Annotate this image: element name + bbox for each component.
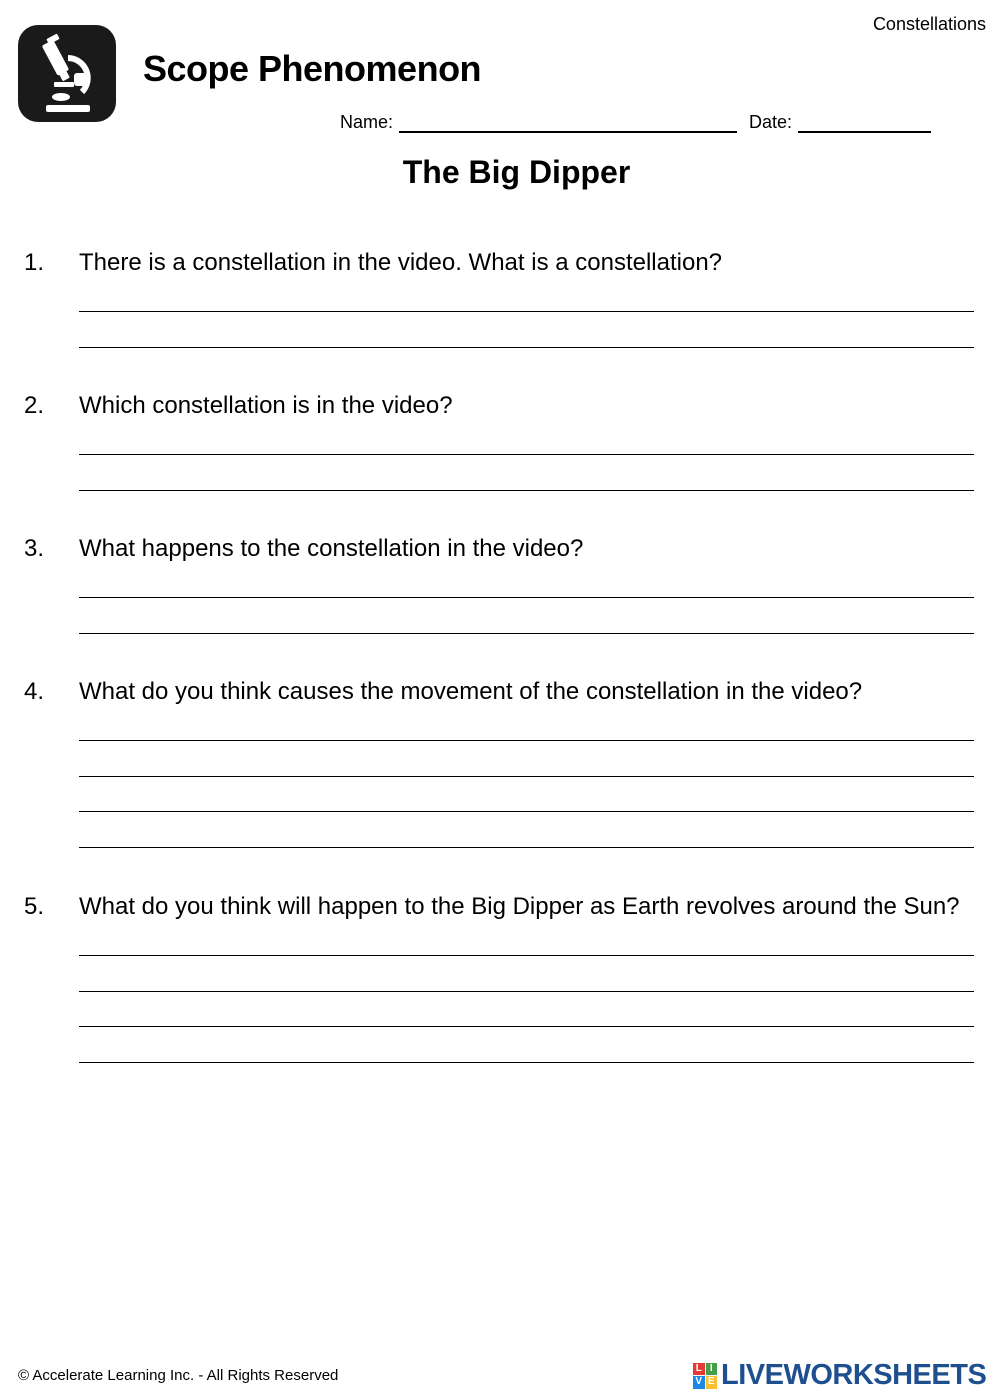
- answer-area[interactable]: [79, 424, 974, 491]
- answer-line[interactable]: [79, 925, 974, 956]
- live-tile: V: [693, 1376, 705, 1389]
- name-label: Name:: [340, 112, 394, 132]
- name-field[interactable]: [399, 113, 737, 133]
- liveworksheets-wordmark: LIVEWORKSHEETS: [721, 1359, 987, 1391]
- copyright-notice: © Accelerate Learning Inc. - All Rights Reserved: [18, 1367, 339, 1384]
- answer-line[interactable]: [79, 312, 974, 348]
- question-number: 3.: [24, 535, 45, 562]
- answer-line[interactable]: [79, 281, 974, 312]
- answer-line[interactable]: [79, 741, 974, 777]
- answer-line[interactable]: [79, 710, 974, 741]
- live-tiles-icon: [693, 1363, 717, 1389]
- question-text: What do you think causes the movement of the constellation in the video?: [79, 678, 863, 705]
- answer-line[interactable]: [79, 455, 974, 491]
- name-date-fields: [340, 112, 931, 133]
- live-tile: E: [706, 1376, 718, 1389]
- question-1: [24, 245, 974, 348]
- answer-area[interactable]: [79, 567, 974, 634]
- date-label: Date:: [749, 112, 793, 132]
- liveworksheets-logo[interactable]: [693, 1359, 986, 1392]
- answer-line[interactable]: [79, 812, 974, 848]
- answer-line[interactable]: [79, 424, 974, 455]
- answer-line[interactable]: [79, 992, 974, 1028]
- answer-area[interactable]: [79, 710, 974, 848]
- question-4: [24, 674, 974, 848]
- date-field[interactable]: [798, 113, 931, 133]
- question-text: What happens to the constellation in the video?: [79, 535, 584, 562]
- answer-line[interactable]: [79, 1027, 974, 1063]
- brand-title: Scope Phenomenon: [143, 48, 482, 89]
- question-2: [24, 388, 974, 491]
- question-number: 5.: [24, 893, 45, 920]
- question-5: [24, 889, 974, 1063]
- answer-area[interactable]: [79, 281, 974, 348]
- page-title: The Big Dipper: [402, 154, 631, 190]
- question-number: 2.: [24, 392, 45, 419]
- answer-line[interactable]: [79, 567, 974, 598]
- question-3: [24, 531, 974, 634]
- question-text: What do you think will happen to the Big Dipper as Earth revolves around the Sun?: [79, 893, 960, 920]
- topic-label: Constellations: [872, 14, 986, 34]
- live-tile: L: [693, 1363, 705, 1376]
- answer-line[interactable]: [79, 956, 974, 992]
- answer-line[interactable]: [79, 598, 974, 634]
- live-tile: I: [706, 1363, 718, 1376]
- answer-line[interactable]: [79, 777, 974, 813]
- question-number: 4.: [24, 678, 45, 705]
- question-text: Which constellation is in the video?: [79, 392, 453, 419]
- question-text: There is a constellation in the video. What is a constellation?: [79, 249, 723, 276]
- answer-area[interactable]: [79, 925, 974, 1063]
- question-number: 1.: [24, 249, 45, 276]
- microscope-icon: [18, 25, 116, 122]
